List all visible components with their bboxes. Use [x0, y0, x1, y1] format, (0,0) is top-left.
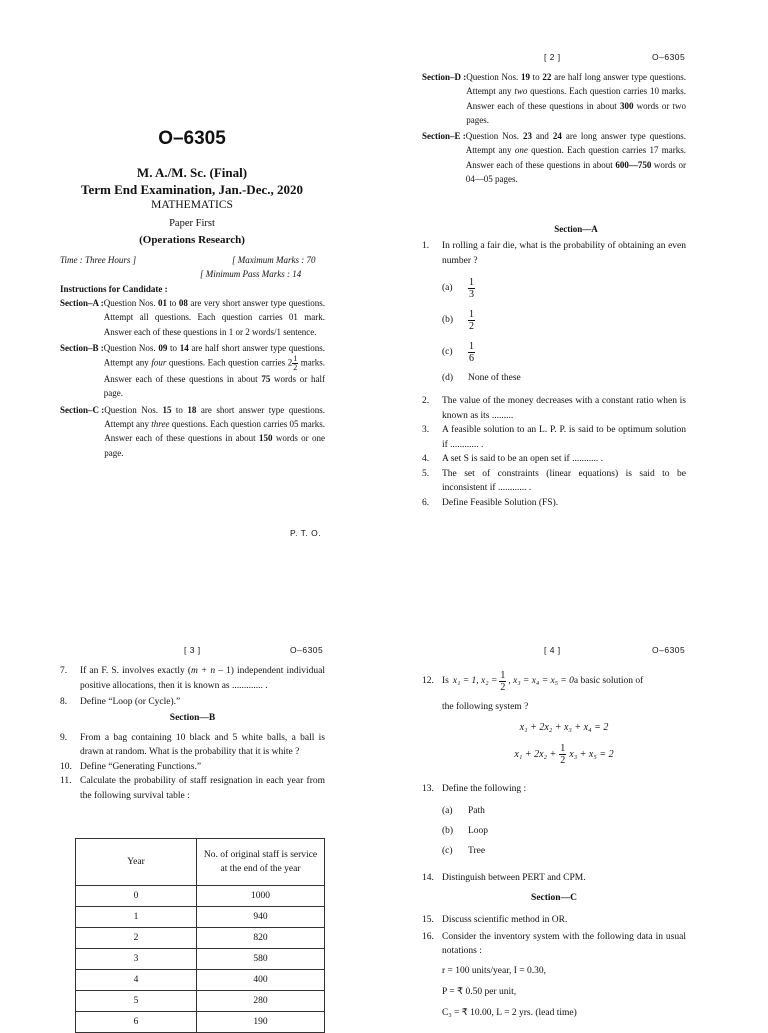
question-16-data [442, 961, 686, 1024]
option-b: (b) Loop [442, 825, 489, 836]
header-code: O–6305 [652, 645, 686, 655]
question-12-line: 12. Is x₁ = 1, x₂ = $\frac{1}{2}$ , x₃ = x₄ = x₅ = 0 a basic solution of [422, 669, 644, 693]
question-list [60, 664, 325, 803]
page-1 [0, 0, 384, 538]
option-a: (a) Path [442, 805, 485, 816]
section-a-instruction: Section–A : Question Nos. 01 to 08 are very short answer type questions. Attempt all questions. Each question carries 01 mark. Answer each of these questions in 1 or 2 words/1 sentence. [60, 298, 325, 337]
table-row: 2 820 [76, 928, 325, 949]
question-5: 5. The set of constraints (linear equations) is said to be inconsistent if ............ . [422, 468, 686, 493]
min-marks: [ Minimum Pass Marks : 14 [200, 269, 302, 279]
question-4: 4. A set S is said to be an open set if ........... . [422, 454, 603, 464]
page-4 [384, 512, 768, 1024]
question-2: 2. The value of the money decreases with a constant ratio when is known as its ......... [422, 396, 686, 421]
question-7: 7. If an F. S. involves exactly (m + n – 1) independent individual positive allocations, then it is known as ............. . [60, 666, 325, 691]
question-12 [422, 666, 686, 766]
question-15: 15. Discuss scientific method in OR. [422, 915, 568, 925]
equation-2: x₁ + 2x₂ + $\frac{1}{2}$ x₃ + x₅ = 2 [514, 743, 614, 766]
question-14: 14. Distinguish between PERT and CPM. [422, 872, 586, 883]
mixed-fraction: $\frac{1}{2}$ [293, 354, 298, 373]
exam-title: Term End Examination, Jan.-Dec., 2020 [81, 182, 303, 197]
table-row: 3 580 [76, 949, 325, 970]
paper-title: (Operations Research) [139, 234, 245, 246]
max-marks: [ Maximum Marks : 70 [232, 255, 316, 265]
table-row: 1 940 [76, 907, 325, 928]
question-1-options [442, 272, 686, 388]
inventory-line-1: r = 100 units/year, I = 0.30, [442, 965, 546, 976]
course-title: M. A./M. Sc. (Final) [136, 165, 248, 180]
option-c: (c) $\frac{1}{6}$ [442, 340, 474, 364]
subject-title: MATHEMATICS [151, 199, 233, 211]
paper-code: O–6305 [158, 128, 226, 149]
instructions-list [60, 296, 325, 460]
survival-table [75, 838, 325, 1033]
table-row: 5 280 [76, 991, 325, 1012]
page-2 [384, 0, 768, 512]
inventory-line-3: C₃ = ₹ 10.00, L = 2 yrs. (lead time) [442, 1007, 577, 1018]
question-12-line2: the following system ? [442, 702, 529, 712]
question-16: 16. Consider the inventory system with the following data in usual notations : [422, 931, 686, 956]
instructions-heading: Instructions for Candidate : [60, 284, 168, 294]
col-header-year: Year [76, 839, 197, 886]
pto-label: P. T. O. [290, 528, 322, 538]
table-row: 0 1000 [76, 886, 325, 907]
section-b-instruction: Section–B : Question Nos. 09 to 14 are half short answer type questions. Attempt any four questions. Each question carries 2 $\frac{1}{2}$ marks. Answer each of these questions in about 75 words or half page. [60, 342, 325, 399]
question-list [422, 239, 686, 510]
question-8: 8. Define “Loop (or Cycle).” [60, 697, 181, 707]
header-code: O–6305 [290, 645, 324, 655]
section-c-title: Section—C [531, 893, 577, 903]
page-3 [0, 512, 384, 1027]
table-row: 4 400 [76, 970, 325, 991]
question-13-options [442, 801, 686, 861]
section-d-instruction: Section–D : Question Nos. 19 to 22 are half long answer type questions. Attempt any two questions. Each question carries 10 marks. Answer each of these questions in about 300 words or two pages. [422, 72, 686, 125]
page-number: [ 3 ] [184, 645, 201, 655]
section-b-title: Section—B [169, 712, 216, 723]
option-c: (c) Tree [442, 845, 486, 856]
question-11: 11. Calculate the probability of staff resignation in each year from the following survival table : [60, 776, 325, 801]
table-row: 6 190 [76, 1012, 325, 1033]
option-d: (d) None of these [442, 373, 521, 383]
page-number: [ 2 ] [544, 52, 561, 62]
header-code: O–6305 [652, 52, 686, 62]
question-10: 10. Define “Generating Functions.” [60, 761, 202, 772]
time-limit: Time : Three Hours ] [60, 255, 137, 265]
question-6: 6. Define Feasible Solution (FS). [422, 497, 559, 508]
section-a-title: Section—A [554, 224, 598, 234]
question-1: 1. In rolling a fair die, what is the probability of obtaining an even number ? [422, 241, 686, 266]
col-header-staff: No. of original staff is service at the end of the year [197, 839, 325, 886]
equation-1: x₁ + 2x₂ + x₃ + x₄ = 2 [519, 722, 609, 733]
table-header-row [76, 839, 325, 886]
instructions-continued [422, 70, 686, 186]
question-3: 3. A feasible solution to an L. P. P. is said to be optimum solution if ............ . [422, 425, 686, 450]
option-b: (b) $\frac{1}{2}$ [442, 308, 474, 332]
question-9: 9. From a bag containing 10 black and 5 white balls, a ball is drawn at random. What is the probability that it is white ? [60, 732, 325, 757]
paper-number: Paper First [169, 218, 215, 229]
section-e-instruction: Section–E : Question Nos. 23 and 24 are long answer type questions. Attempt any one question. Each question carries 17 marks. Answer each of these questions in about 600—750 words or 04—05 pages. [422, 131, 686, 185]
question-13: 13. Define the following : [422, 784, 527, 794]
inventory-line-2: P = ₹ 0.50 per unit, [442, 986, 517, 997]
option-a: (a) $\frac{1}{3}$ [442, 276, 474, 300]
question-list [422, 782, 686, 1024]
section-c-instruction: Section–C : Question Nos. 15 to 18 are short answer type questions. Attempt any three questions. Each question carries 05 marks. Answer each of these questions in about 150 words or one page. [60, 404, 325, 458]
page-number: [ 4 ] [544, 645, 561, 655]
